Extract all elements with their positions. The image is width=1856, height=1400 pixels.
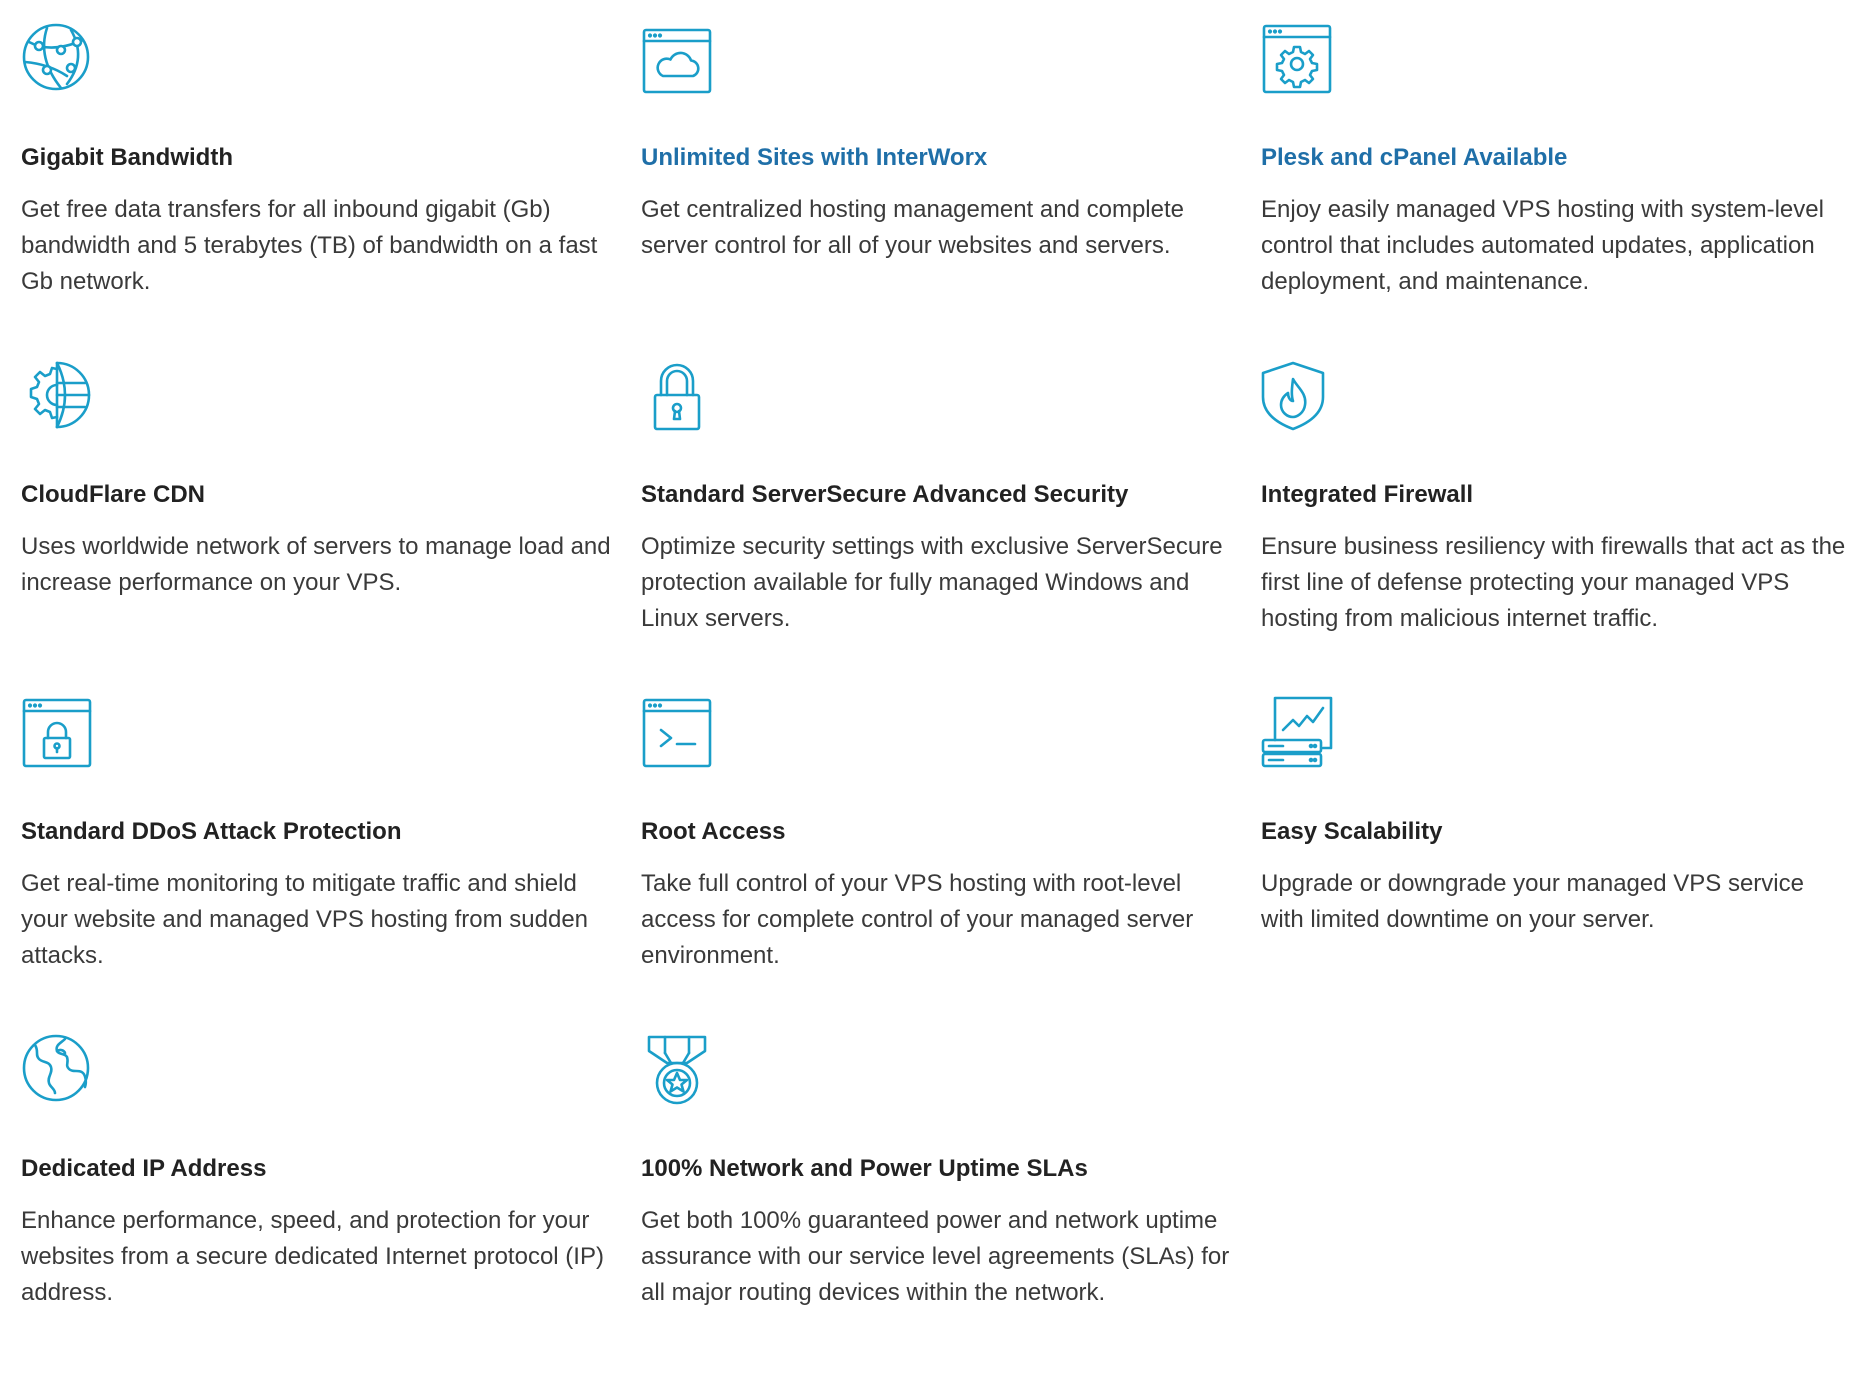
browser-gear-icon xyxy=(1261,22,1333,94)
feature-description: Get real-time monitoring to mitigate traffic and shield your website and managed VPS hosting from sudden attacks. xyxy=(21,870,589,969)
feature-title: Dedicated IP Address xyxy=(21,1155,267,1182)
shield-flame-icon xyxy=(1261,359,1333,431)
medal-star-icon xyxy=(641,1033,713,1105)
earth-globe-icon xyxy=(21,1033,93,1105)
padlock-icon xyxy=(641,359,713,431)
feature-title: Standard DDoS Attack Protection xyxy=(21,818,402,845)
feature-description: Enhance performance, speed, and protection for your websites from a secure dedicated Internet protocol (IP) address. xyxy=(21,1207,604,1306)
server-chart-icon xyxy=(1261,696,1333,768)
feature-title-link[interactable]: Unlimited Sites with InterWorx xyxy=(641,144,988,171)
feature-title: CloudFlare CDN xyxy=(21,481,206,508)
feature-title: Easy Scalability xyxy=(1261,818,1443,845)
feature-description: Get free data transfers for all inbound gigabit (Gb) bandwidth and 5 terabytes (TB) of bandwidth on a fast Gb network. xyxy=(21,196,598,295)
feature-card-dedicated-ip xyxy=(21,1033,604,1370)
feature-card-root-access xyxy=(641,696,1221,1033)
feature-description: Ensure business resiliency with firewalls that act as the first line of defense protecting your managed VPS hosting from malicious internet traffic. xyxy=(1261,533,1846,632)
features-grid xyxy=(21,22,1856,1370)
globe-network-icon xyxy=(21,22,93,94)
gear-globe-icon xyxy=(21,359,93,431)
feature-card-integrated-firewall xyxy=(1261,359,1846,696)
feature-card-plesk-cpanel xyxy=(1261,22,1841,359)
feature-card-uptime-slas xyxy=(641,1033,1230,1370)
feature-description: Optimize security settings with exclusive ServerSecure protection available for fully managed Windows and Linux servers. xyxy=(641,533,1223,632)
feature-card-gigabit-bandwidth xyxy=(21,22,601,359)
feature-description: Get centralized hosting management and complete server control for all of your websites and servers. xyxy=(641,196,1184,259)
feature-description: Uses worldwide network of servers to manage load and increase performance on your VPS. xyxy=(21,533,611,596)
terminal-window-icon xyxy=(641,696,713,768)
feature-title: Gigabit Bandwidth xyxy=(21,144,233,171)
browser-lock-icon xyxy=(21,696,93,768)
feature-description: Enjoy easily managed VPS hosting with system-level control that includes automated updates, application deployment, and maintenance. xyxy=(1261,196,1824,295)
feature-title-link[interactable]: Plesk and cPanel Available xyxy=(1261,144,1568,171)
feature-description: Upgrade or downgrade your managed VPS service with limited downtime on your server. xyxy=(1261,870,1804,933)
feature-card-unlimited-sites xyxy=(641,22,1221,359)
feature-description: Take full control of your VPS hosting with root-level access for complete control of your managed server environment. xyxy=(641,870,1194,969)
feature-description: Get both 100% guaranteed power and network uptime assurance with our service level agreements (SLAs) for all major routing devices within the network. xyxy=(641,1207,1230,1306)
feature-title: Root Access xyxy=(641,818,786,845)
browser-cloud-icon xyxy=(641,22,713,94)
feature-card-ddos-protection xyxy=(21,696,601,1033)
feature-title: 100% Network and Power Uptime SLAs xyxy=(641,1155,1088,1182)
feature-title: Integrated Firewall xyxy=(1261,481,1474,508)
feature-card-cloudflare-cdn xyxy=(21,359,611,696)
feature-card-serversecure xyxy=(641,359,1221,696)
feature-title: Standard ServerSecure Advanced Security xyxy=(641,481,1129,508)
feature-card-easy-scalability xyxy=(1261,696,1841,1033)
